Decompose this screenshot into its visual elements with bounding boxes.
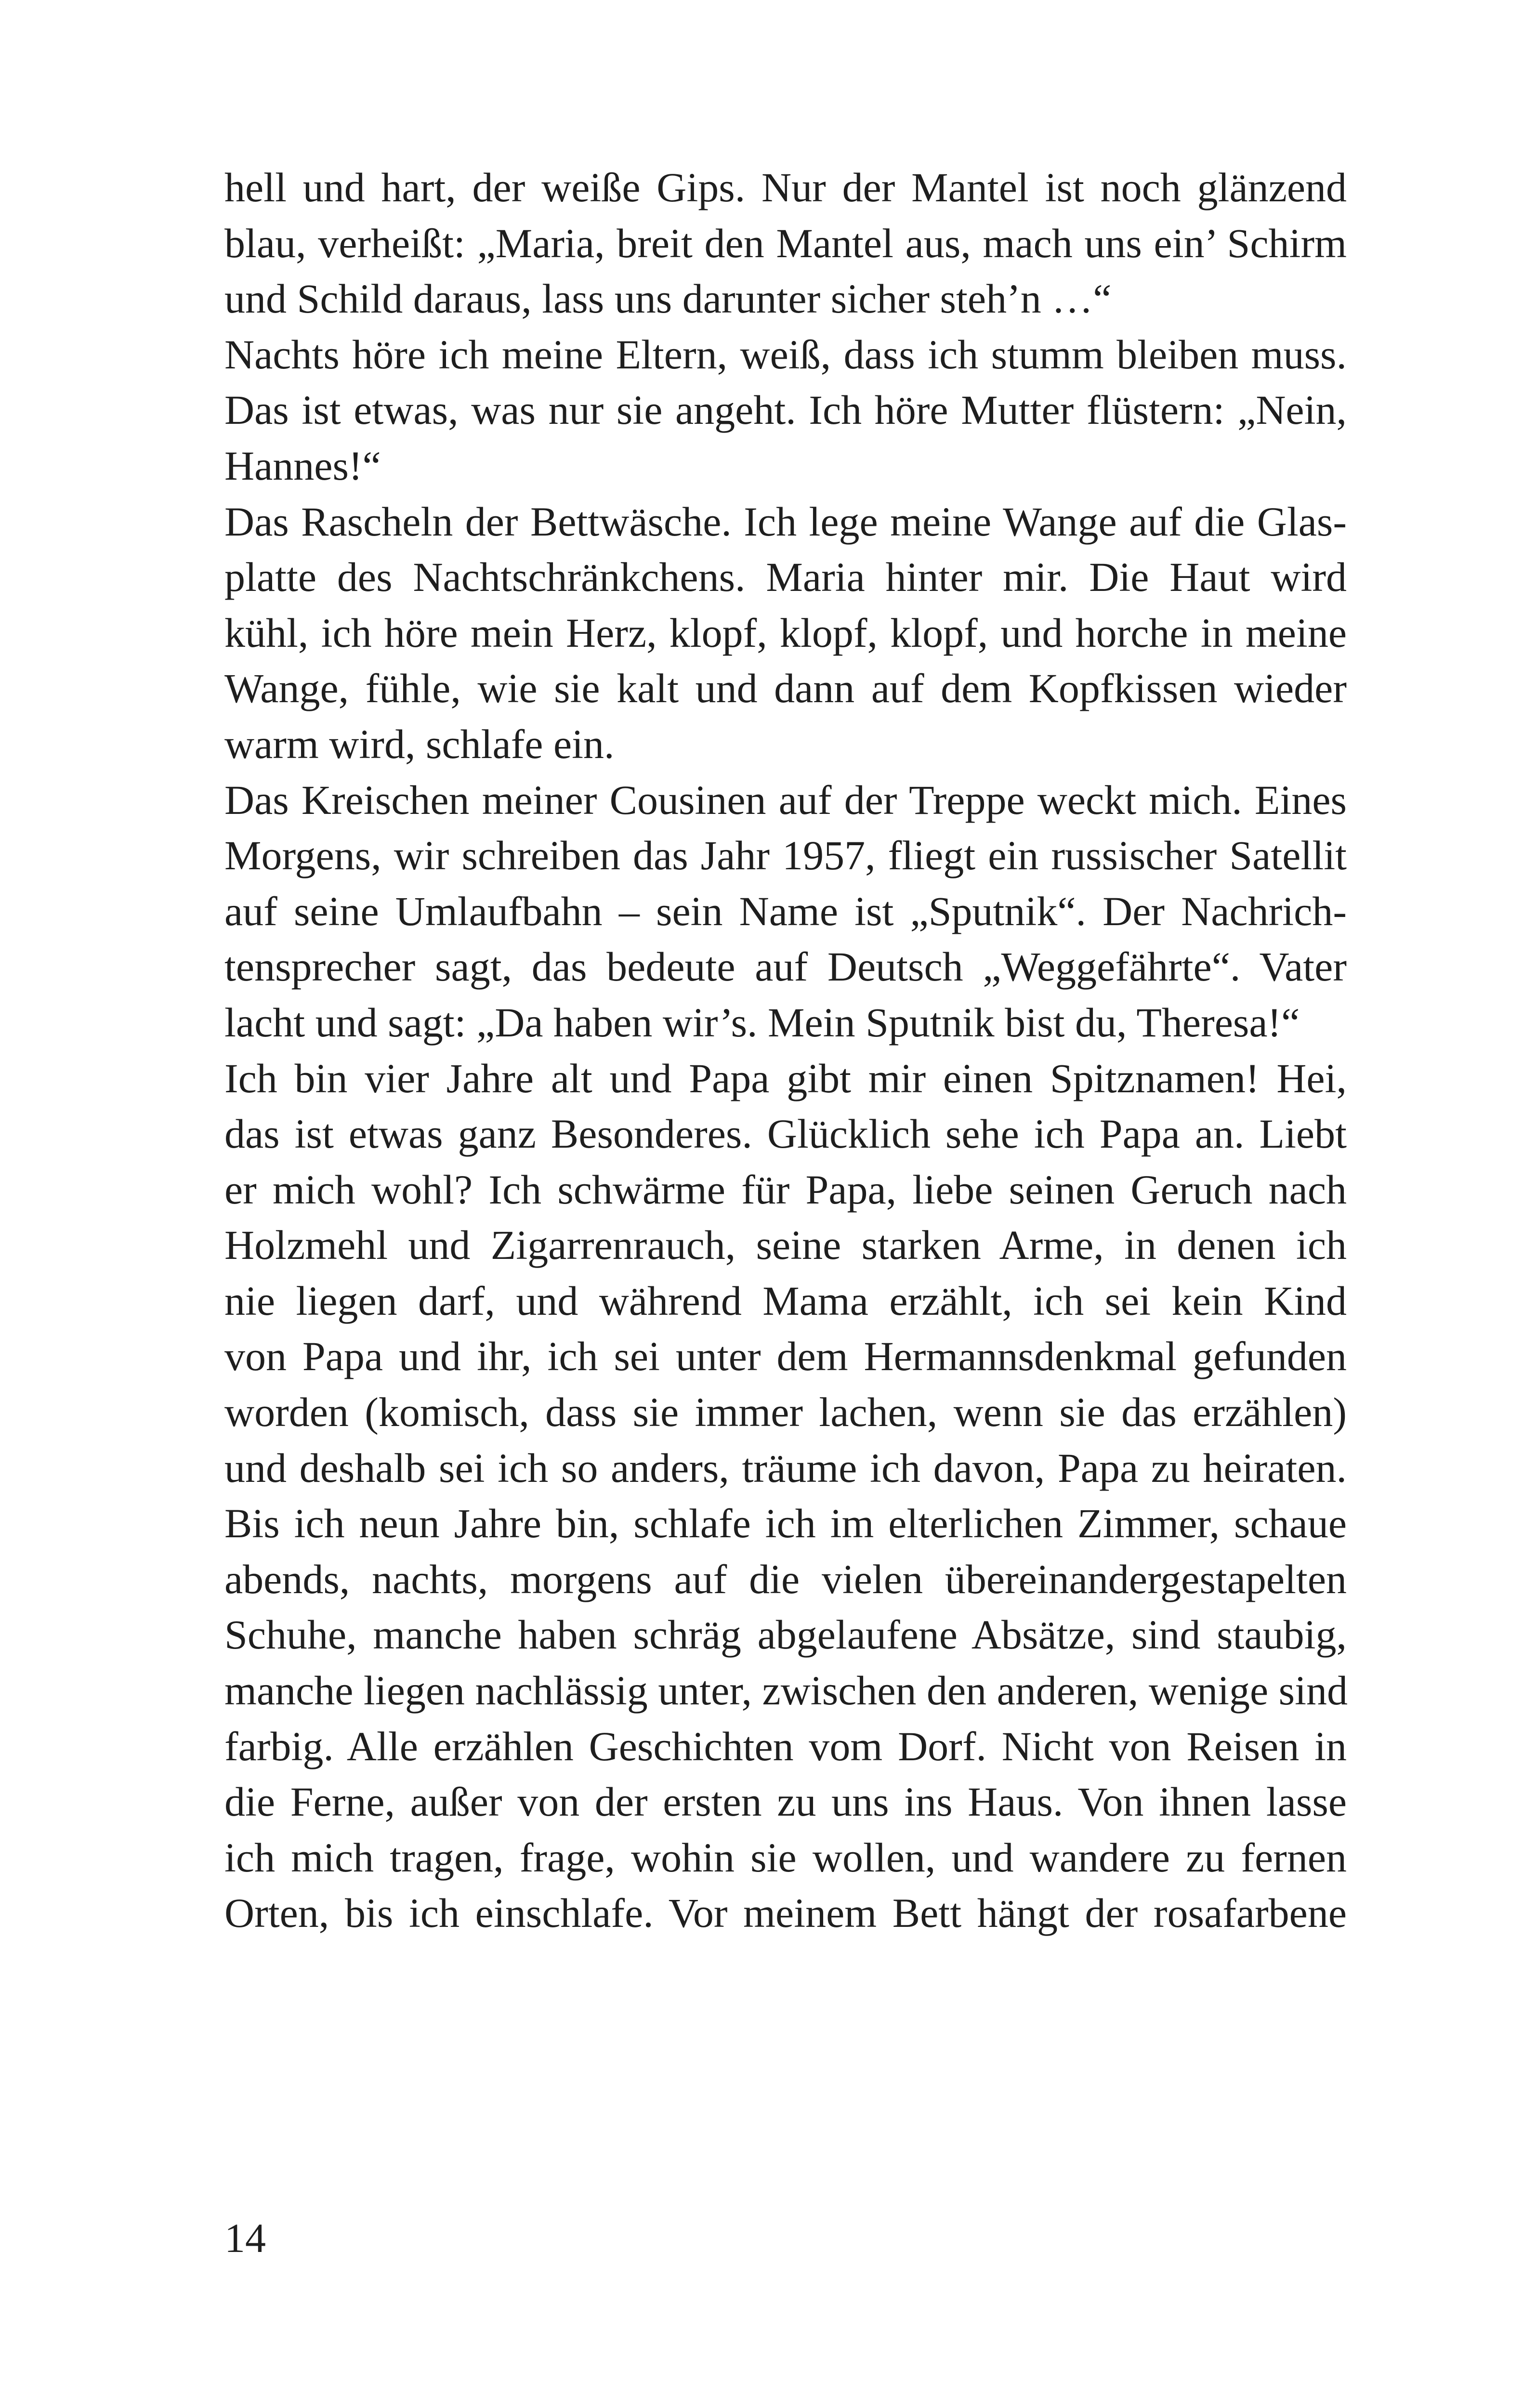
text-line: Morgens, wir schreiben das Jahr 1957, fliegt ein russischer Satellit — [224, 832, 1347, 879]
text-line: Das Kreischen meiner Cousinen auf der Treppe weckt mich. Eines — [224, 776, 1347, 823]
text-line: und deshalb sei ich so anders, träume ich davon, Papa zu heiraten. — [224, 1444, 1347, 1491]
body-text — [224, 160, 1347, 1941]
text-line: nie liegen darf, und während Mama erzählt, ich sei kein Kind — [224, 1277, 1347, 1324]
text-line: Das Rascheln der Bettwäsche. Ich lege meine Wange auf die Glas- — [224, 498, 1347, 545]
text-line: von Papa und ihr, ich sei unter dem Hermannsdenkmal gefunden — [224, 1333, 1347, 1380]
text-line: platte des Nachtschränkchens. Maria hinter mir. Die Haut wird — [224, 554, 1347, 601]
text-line: tensprecher sagt, das bedeute auf Deutsch „Weggefährte“. Vater — [224, 943, 1347, 990]
text-line: Holzmehl und Zigarrenrauch, seine starken Arme, in denen ich — [224, 1222, 1347, 1269]
text-line: Bis ich neun Jahre bin, schlafe ich im elterlichen Zimmer, schaue — [224, 1500, 1347, 1547]
text-line: Orten, bis ich einschlafe. Vor meinem Bett hängt der rosafarbene — [224, 1890, 1347, 1937]
text-line: manche liegen nachlässig unter, zwischen den anderen, wenige sind — [224, 1667, 1348, 1714]
text-line: und Schild daraus, lass uns darunter sicher steh’n …“ — [224, 275, 1112, 322]
text-line: worden (komisch, dass sie immer lachen, wenn sie das erzählen) — [224, 1389, 1347, 1436]
text-line: das ist etwas ganz Besonderes. Glücklich sehe ich Papa an. Liebt — [224, 1111, 1347, 1157]
text-line: auf seine Umlaufbahn – sein Name ist „Sputnik“. Der Nachrich- — [224, 888, 1347, 934]
text-line: Hannes!“ — [224, 442, 381, 489]
text-line: farbig. Alle erzählen Geschichten vom Dorf. Nicht von Reisen in — [224, 1723, 1347, 1769]
text-line: abends, nachts, morgens auf die vielen übereinandergestapelten — [224, 1556, 1347, 1602]
text-line: Ich bin vier Jahre alt und Papa gibt mir einen Spitznamen! Hei, — [224, 1055, 1347, 1101]
text-line: die Ferne, außer von der ersten zu uns ins Haus. Von ihnen lasse — [224, 1779, 1347, 1825]
text-line: Schuhe, manche haben schräg abgelaufene Absätze, sind staubig, — [224, 1611, 1347, 1658]
text-line: lacht und sagt: „Da haben wir’s. Mein Sputnik bist du, Theresa!“ — [224, 999, 1300, 1046]
text-line: Nachts höre ich meine Eltern, weiß, dass ich stumm bleiben muss. — [224, 331, 1347, 378]
text-line: warm wird, schlafe ein. — [224, 720, 615, 767]
text-line: blau, verheißt: „Maria, breit den Mantel aus, mach uns ein’ Schirm — [224, 220, 1347, 266]
text-line: ich mich tragen, frage, wohin sie wollen, und wandere zu fernen — [224, 1834, 1347, 1881]
text-line: Das ist etwas, was nur sie angeht. Ich höre Mutter flüstern: „Nein, — [224, 387, 1347, 433]
text-line: Wange, fühle, wie sie kalt und dann auf dem Kopfkissen wieder — [224, 665, 1347, 712]
text-line: er mich wohl? Ich schwärme für Papa, liebe seinen Geruch nach — [224, 1166, 1347, 1213]
text-line: kühl, ich höre mein Herz, klopf, klopf, klopf, und horche in meine — [224, 609, 1347, 656]
text-line: hell und hart, der weiße Gips. Nur der Mantel ist noch glänzend — [224, 164, 1347, 210]
page-number: 14 — [224, 2215, 266, 2261]
